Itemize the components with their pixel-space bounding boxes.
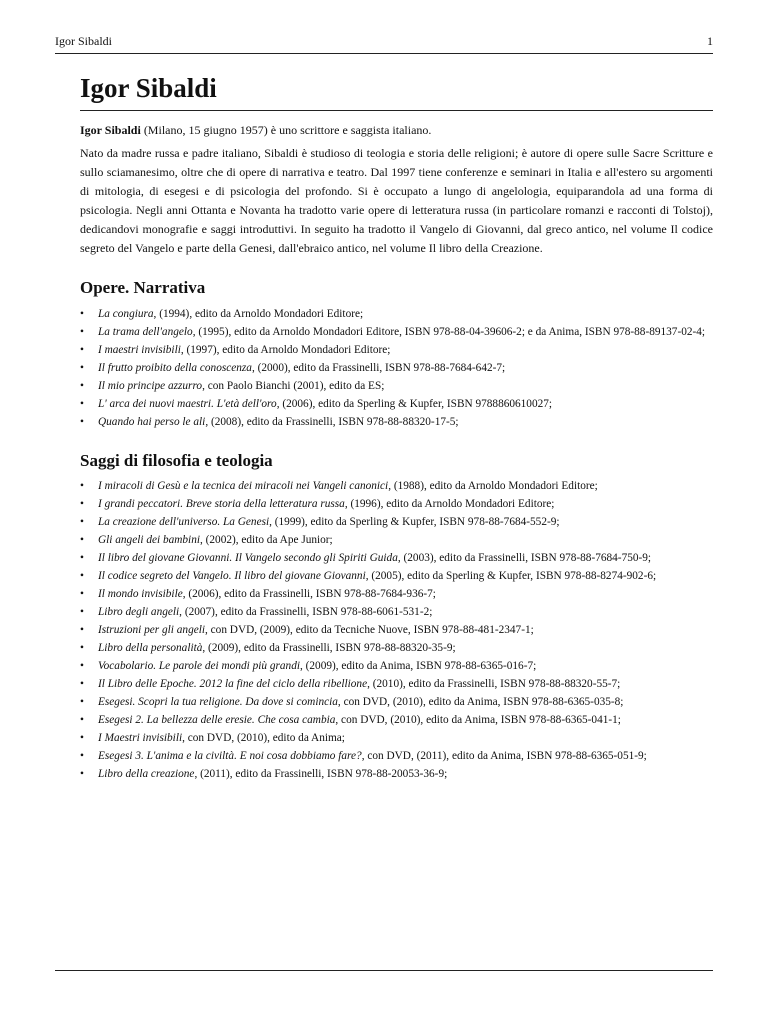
list-item [80,341,713,359]
work-details: , con DVD, (2009), edito da Tecniche Nuove, ISBN 978-88-481-2347-1; [205,624,534,637]
work-title: I Maestri invisibili [98,732,183,745]
work-title: Gli angeli dei bambini [98,534,200,547]
work-details: , con DVD, (2010), edito da Anima, ISBN 978-88-6365-035-8; [337,696,624,709]
work-title: I grandi peccatori. Breve storia della letteratura russa [98,498,345,511]
section-heading: Opere. Narrativa [80,278,206,298]
work-details: , con DVD, (2011), edito da Anima, ISBN 978-88-6365-051-9; [361,750,647,763]
work-details: , (2006), edito da Sperling & Kupfer, ISBN 9788860610027; [276,397,553,410]
work-details: , con Paolo Bianchi (2001), edito da ES; [202,379,385,392]
list-item [80,711,713,729]
work-details: , (2008), edito da Frassinelli, ISBN 978-88-88320-17-5; [205,415,459,428]
work-details: , (1988), edito da Arnoldo Mondadori Editore; [388,480,598,493]
work-title: Esegesi 2. La bellezza delle eresie. Che cosa cambia [98,714,336,727]
work-title: Istruzioni per gli angeli [98,624,206,637]
work-details: , (2009), edito da Anima, ISBN 978-88-6365-016-7; [299,660,537,673]
work-title: Il mondo invisibile [98,588,183,601]
intro-paragraph [80,121,713,140]
sections-container [80,278,713,783]
work-details: , (1995), edito da Arnoldo Mondadori Editore, ISBN 978-88-04-39606-2; e da Anima, ISBN 978-88-89137-02-4; [192,325,706,338]
work-title: Quando hai perso le ali [98,415,206,428]
intro-text: (Milano, 15 giugno 1957) è uno scrittore e saggista italiano. [140,123,432,138]
works-list [80,477,713,783]
list-item [80,765,713,783]
list-item [80,549,713,567]
work-title: Esegesi 3. L'anima e la civiltà. E noi cosa dobbiamo fare? [98,750,362,763]
list-item [80,513,713,531]
work-details: , (1996), edito da Arnoldo Mondadori Editore; [344,498,555,511]
list-item [80,657,713,675]
list-item [80,377,713,395]
list-item [80,323,713,341]
work-details: , (2000), edito da Frassinelli, ISBN 978-88-7684-642-7; [251,361,506,374]
work-title: L' arca dei nuovi maestri. L'età dell'oro [98,397,277,410]
list-item [80,531,713,549]
work-details: , (2011), edito da Frassinelli, ISBN 978-88-20053-36-9; [194,768,448,781]
list-item [80,567,713,585]
work-title: La trama dell'angelo [98,325,193,338]
work-title: Il frutto proibito della conoscenza [98,361,252,374]
work-title: Libro della creazione [98,768,195,781]
subject-name: Igor Sibaldi [80,123,141,138]
work-details: , (2002), edito da Ape Junior; [199,534,333,547]
list-item [80,495,713,513]
list-item [80,639,713,657]
list-item [80,747,713,765]
work-details: , con DVD, (2010), edito da Anima; [182,732,345,745]
work-title: Esegesi. Scopri la tua religione. Da dove si comincia [98,696,338,709]
work-title: I maestri invisibili [98,343,181,356]
article-title: Igor Sibaldi [80,72,713,111]
list-item [80,729,713,747]
work-details: , (2009), edito da Frassinelli, ISBN 978-88-88320-35-9; [202,642,456,655]
section-heading: Saggi di filosofia e teologia [80,450,273,470]
work-title: La creazione dell'universo. La Genesi [98,516,270,529]
work-title: I miracoli di Gesù e la tecnica dei miracoli nei Vangeli canonici [98,480,389,493]
biography-paragraph: Nato da madre russa e padre italiano, Sibaldi è studioso di teologia e storia delle religioni; è autore di opere sulle Sacre Scritture e sullo sciamanesimo, oltre che di opere di narrativa e teatro. Dal 1997 tiene conferenze e seminari in Italia e all'estero su argomenti di mitologia, di esegesi e di psicologia del profondo. Si è occupato a lungo di angelologia, equiparandola ad una forma di psicologia. Negli anni Ottanta e Novanta ha tradotto varie opere di letteratura russa (in particolare romanzi e racconti di Tolstoj), dedicandovi monografie e saggi introduttivi. In seguito ha tradotto il Vangelo di Giovanni, dal greco antico, nel volume Il codice segreto del Vangelo e parte della Genesi, dall'ebraico antico, nel volume Il libro della Creazione. [80,146,713,256]
work-details: , con DVD, (2010), edito da Anima, ISBN 978-88-6365-041-1; [335,714,621,727]
works-list [80,305,713,431]
work-title: Libro della personalità [98,642,203,655]
work-title: Il codice segreto del Vangelo. Il libro del giovane Giovanni [98,570,366,583]
work-details: , (2005), edito da Sperling & Kupfer, ISBN 978-88-8274-902-6; [365,570,657,583]
work-details: , (1994), edito da Arnoldo Mondadori Editore; [153,307,364,320]
work-title: Il mio principe azzurro [98,379,203,392]
work-details: , (1997), edito da Arnoldo Mondadori Editore; [180,343,391,356]
work-details: , (1999), edito da Sperling & Kupfer, ISBN 978-88-7684-552-9; [269,516,560,529]
list-item [80,413,713,431]
list-item [80,675,713,693]
page-number: 1 [707,34,713,48]
footer-rule [55,970,713,971]
work-details: , (2006), edito da Frassinelli, ISBN 978-88-7684-936-7; [182,588,436,601]
running-title: Igor Sibaldi [55,34,112,48]
list-item [80,305,713,323]
list-item [80,477,713,495]
list-item [80,585,713,603]
article-body [80,72,713,783]
work-details: , (2003), edito da Frassinelli, ISBN 978-88-7684-750-9; [397,552,652,565]
list-item [80,693,713,711]
work-details: , (2007), edito da Frassinelli, ISBN 978-88-6061-531-2; [179,606,433,619]
work-title: Vocabolario. Le parole dei mondi più grandi [98,660,300,673]
list-item [80,603,713,621]
work-title: Libro degli angeli [98,606,180,619]
work-title: La congiura [98,307,154,320]
work-details: , (2010), edito da Frassinelli, ISBN 978-88-88320-55-7; [367,678,621,691]
list-item [80,395,713,413]
list-item [80,621,713,639]
running-header [55,34,713,54]
work-title: Il Libro delle Epoche. 2012 la fine del ciclo della ribellione [98,678,368,691]
work-title: Il libro del giovane Giovanni. Il Vangelo secondo gli Spiriti Guida [98,552,398,565]
list-item [80,359,713,377]
